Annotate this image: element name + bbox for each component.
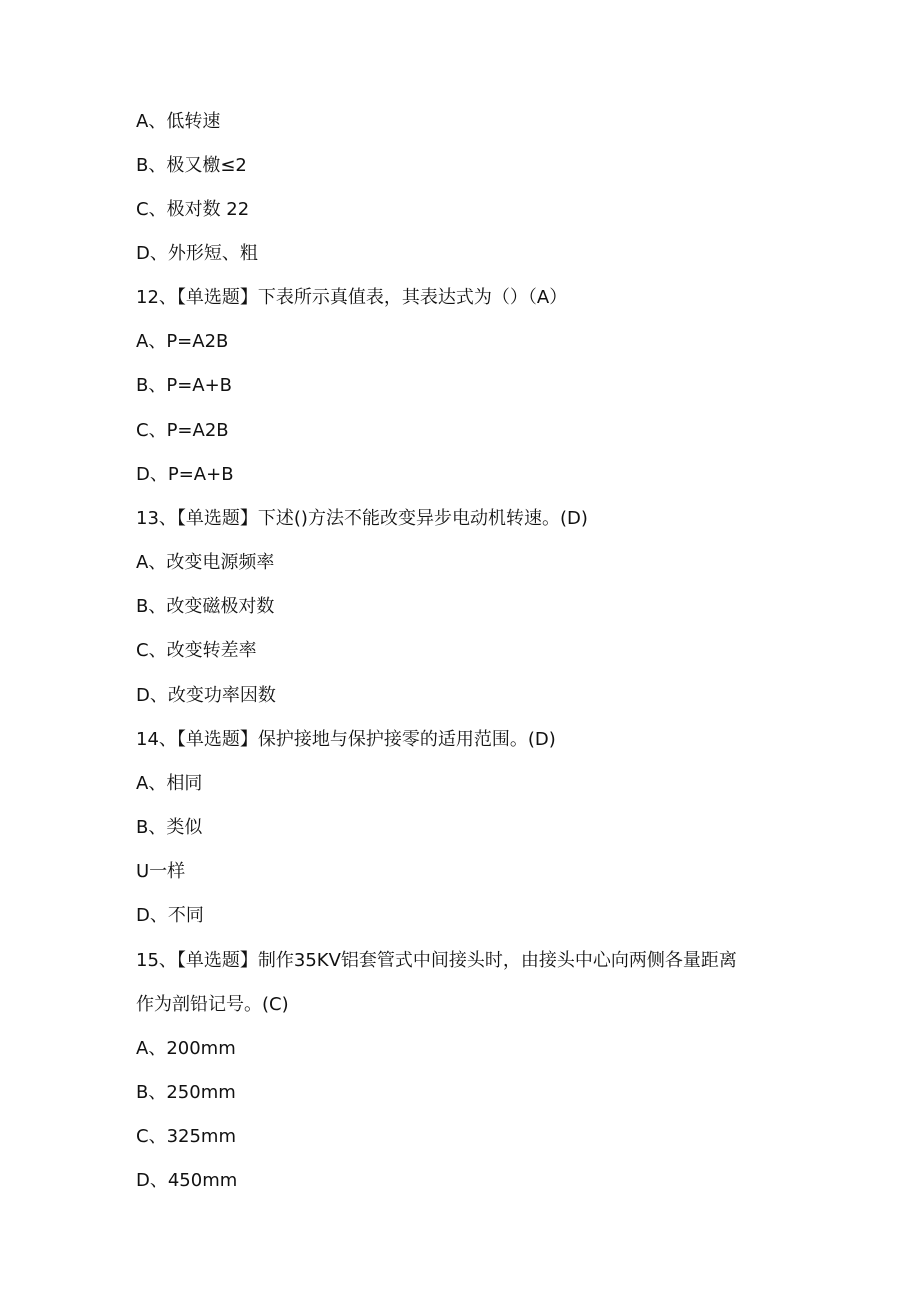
- q15-question: 15、【单选题】制作35KV铝套管式中间接头时，由接头中心向两侧各量距离: [136, 950, 737, 971]
- q13-option-d: D、改变功率因数: [136, 685, 276, 706]
- q14-option-d: D、不同: [136, 905, 204, 926]
- q11-option-a: A、低转速: [136, 111, 221, 132]
- q13-option-b: B、改变磁极对数: [136, 596, 275, 617]
- q14-question: 14、【单选题】保护接地与保护接零的适用范围。(D): [136, 729, 556, 750]
- q12-option-a: A、P=A2B: [136, 331, 229, 352]
- q14-option-c: U一样: [136, 861, 186, 882]
- q15-option-a: A、200mm: [136, 1038, 236, 1059]
- q12-option-c: C、P=A2B: [136, 420, 229, 441]
- q11-option-c: C、极对数 22: [136, 199, 250, 220]
- q15-option-d: D、450mm: [136, 1170, 238, 1191]
- q11-option-b: B、极又檄≤2: [136, 155, 247, 176]
- q14-option-a: A、相同: [136, 773, 203, 794]
- q15-option-c: C、325mm: [136, 1126, 236, 1147]
- q15-question-continued: 作为剖铅记号。(C): [136, 994, 289, 1015]
- q13-question: 13、【单选题】下述()方法不能改变异步电动机转速。(D): [136, 508, 588, 529]
- q13-option-a: A、改变电源频率: [136, 552, 275, 573]
- q12-option-d: D、P=A+B: [136, 464, 234, 485]
- q15-option-b: B、250mm: [136, 1082, 236, 1103]
- q12-option-b: B、P=A+B: [136, 375, 233, 396]
- q14-option-b: B、类似: [136, 817, 203, 838]
- q12-question: 12、【单选题】下表所示真值表，其表达式为（）（A）: [136, 287, 568, 308]
- q11-option-d: D、外形短、粗: [136, 243, 258, 264]
- q13-option-c: C、改变转差率: [136, 640, 257, 661]
